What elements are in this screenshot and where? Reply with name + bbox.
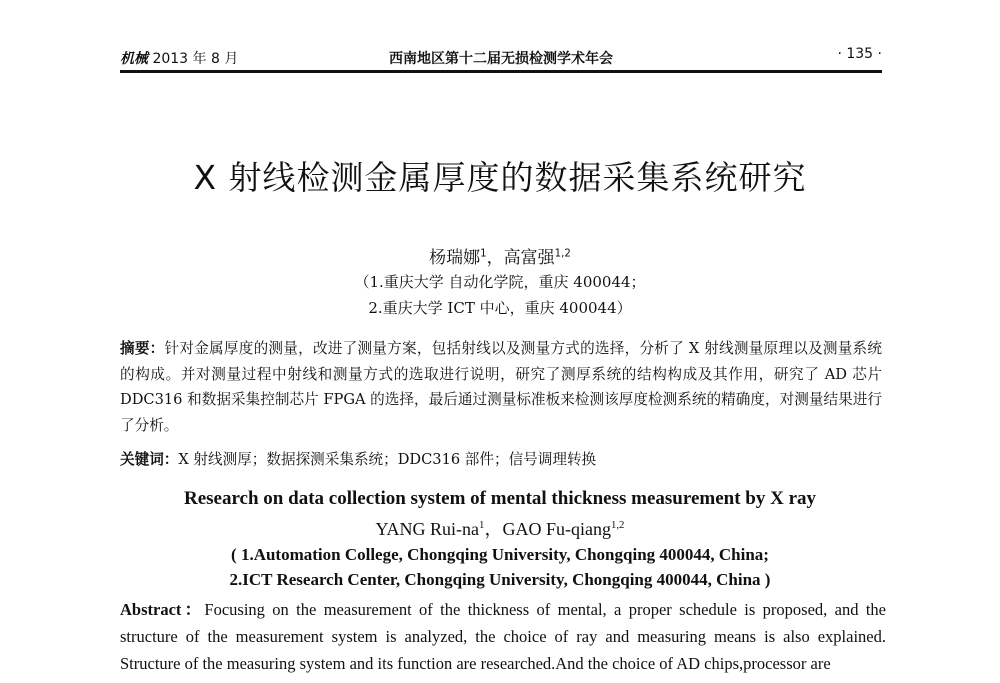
affiliation-cn-2: 2.重庆大学 ICT 中心，重庆 400044） — [368, 299, 632, 317]
author-1-en-sup: 1 — [479, 519, 485, 531]
affiliation-cn-1: （1.重庆大学 自动化学院，重庆 400044； — [354, 273, 646, 291]
abstract-en-colon: ： — [181, 600, 205, 619]
abstract-cn-text: 针对金属厚度的测量，改进了测量方案，包括射线以及测量方式的选择，分析了 X 射线测量原理以及测量系统的构成。并对测量过程中射线和测量方式的选取进行说明，研究了测厚系统的结构构成及其作用，研究了 AD 芯片 DDC316 和数据采集控制芯片 FPGA 的选择，最后通过测量标准板来检测该厚度检测系统的精确度，对测量结果进行了分析。 — [120, 340, 882, 434]
author-1-en: YANG Rui-na — [375, 519, 480, 539]
affiliation-en-2: 2.ICT Research Center, Chongqing University, Chongqing 400044, China ) — [229, 570, 771, 589]
author-separator-cn: ， — [486, 248, 504, 268]
author-1-cn-sup: 1 — [480, 248, 487, 260]
paper-title-en: Research on data collection system of mental thickness measurement by X ray — [183, 488, 817, 509]
author-separator-en: ， — [484, 519, 503, 539]
abstract-cn-label: 摘要： — [120, 340, 165, 357]
author-2-en: GAO Fu-qiang — [502, 519, 611, 539]
author-2-cn-sup: 1,2 — [554, 248, 571, 260]
author-1-cn: 杨瑞娜 — [429, 248, 481, 268]
keywords-cn-text: X 射线测厚；数据探测采集系统；DDC316 部件；信号调理转换 — [178, 451, 597, 468]
abstract-en-label: Abstract — [120, 600, 182, 619]
author-2-en-sup: 1,2 — [610, 519, 625, 531]
abstract-en — [120, 596, 886, 677]
abstract-cn — [120, 336, 882, 438]
keywords-cn — [120, 448, 882, 469]
page-number: · 135 · — [837, 46, 882, 62]
abstract-en-text: Focusing on the measurement of the thickness of mental, a proper schedule is proposed, and the structure of the measurement system is analyzed, the choice of ray and measuring means is also explained. Structure of the measuring system and its function are researched.And the choice of AD chips,processor are — [120, 600, 887, 673]
issue-date: 2013 年 8 月 — [152, 51, 239, 67]
running-header — [120, 44, 882, 68]
affiliation-en-1: ( 1.Automation College, Chongqing University, Chongqing 400044, China; — [231, 545, 769, 564]
conference-name: 西南地区第十二届无损检测学术年会 — [389, 51, 613, 67]
authors-en — [0, 515, 1000, 541]
journal-name: 机械 — [120, 51, 148, 67]
author-2-cn: 高富强 — [503, 248, 555, 268]
keywords-cn-label: 关键词： — [120, 451, 179, 468]
paper-title-cn: X 射线检测金属厚度的数据采集系统研究 — [193, 158, 807, 197]
authors-cn — [0, 243, 1000, 268]
header-rule — [120, 70, 882, 73]
